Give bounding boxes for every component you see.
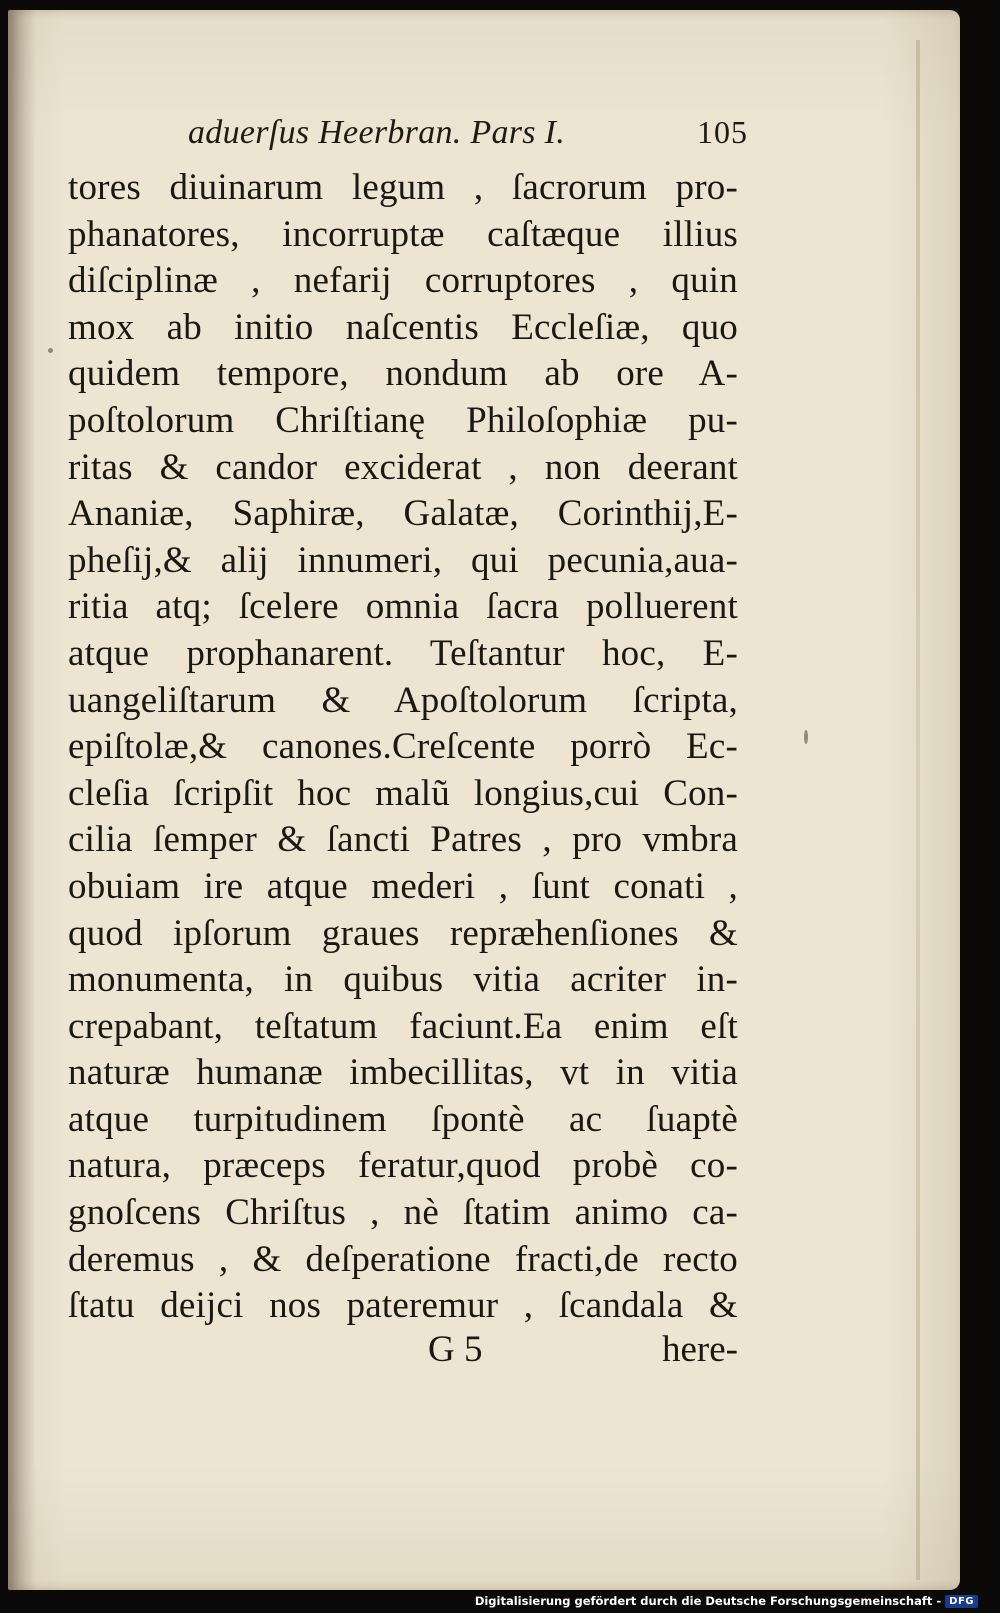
body-text — [68, 165, 738, 1330]
text-line: monumenta, in quibus vitia acriter in- — [68, 959, 738, 1001]
text-line: poſtolorum Chriſtianę Philoſophiæ pu- — [68, 399, 738, 441]
text-line: ſtatu deijci nos pateremur , ſcandala & — [68, 1285, 738, 1327]
text-line: phanatores, incorruptæ caſtæque illius — [68, 213, 738, 255]
text-line: quod ipſorum graues repræhenſiones & — [68, 912, 738, 954]
page-number: 105 — [697, 114, 748, 150]
book-page — [8, 10, 960, 1590]
text-line: epiſtolæ,& canones.Creſcente porrò Ec- — [68, 726, 738, 768]
text-line: atque turpitudinem ſpontè ac ſuaptè — [68, 1098, 738, 1140]
dfg-logo: DFG — [945, 1595, 978, 1608]
catchword: here- — [662, 1329, 738, 1370]
text-line: diſciplinæ , nefarij corruptores , quin — [68, 260, 738, 302]
text-line: naturæ humanæ imbecillitas, vt in vitia — [68, 1052, 738, 1094]
running-head — [68, 110, 748, 160]
text-line: ritas & candor exciderat , non deerant — [68, 446, 738, 488]
running-title: aduerſus Heerbran. Pars I. — [188, 114, 566, 151]
text-line: uangeliſtarum & Apoſtolorum ſcripta, — [68, 679, 738, 721]
text-line: tores diuinarum legum , ſacrorum pro- — [68, 167, 738, 208]
text-line: ritia atq; ſcelere omnia ſacra polluerent — [68, 586, 738, 628]
text-line: cilia ſemper & ſancti Patres , pro vmbra — [68, 819, 738, 861]
text-line: mox ab initio naſcentis Eccleſiæ, quo — [68, 306, 738, 348]
catchline — [68, 1328, 738, 1374]
text-line: gnoſcens Chriſtus , nè ſtatim animo ca- — [68, 1192, 738, 1234]
text-line: pheſij,& alij innumeri, qui pecunia,aua- — [68, 539, 738, 581]
text-line: Ananiæ, Saphiræ, Galatæ, Corinthij,E- — [68, 493, 738, 535]
text-line: atque prophanarent. Teſtantur hoc, E- — [68, 632, 738, 674]
text-line: quidem tempore, nondum ab ore A- — [68, 353, 738, 395]
text-line: natura, præceps feratur,quod probè co- — [68, 1145, 738, 1187]
footer-credit — [475, 1591, 978, 1611]
text-line: cleſia ſcripſit hoc malũ longius,cui Con- — [68, 772, 738, 814]
text-line: crepabant, teſtatum faciunt.Ea enim eſt — [68, 1005, 738, 1047]
page-edge — [916, 40, 920, 1580]
text-line: obuiam ire atque mederi , ſunt conati , — [68, 865, 738, 907]
paper-speck — [804, 730, 808, 744]
credit-text: Digitalisierung gefördert durch die Deutsche Forschungsgemeinschaft - — [474, 1594, 942, 1608]
text-line: deremus , & deſperatione fracti,de recto — [68, 1238, 738, 1280]
signature-mark: G 5 — [428, 1329, 483, 1370]
paper-speck — [48, 348, 53, 353]
